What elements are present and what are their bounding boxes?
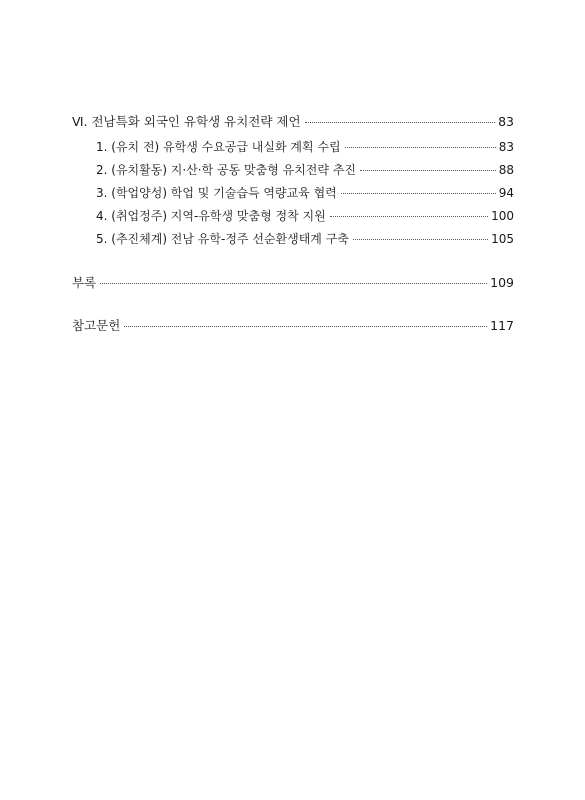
toc-entry-title: 5. (추진체계) 전남 유학-정주 선순환생태계 구축 — [96, 232, 349, 246]
toc-entry-vi-2[interactable] — [96, 162, 514, 178]
toc-entry-title: 1. (유치 전) 유학생 수요공급 내실화 계획 수립 — [96, 140, 341, 154]
toc-entry-title: 참고문헌 — [72, 318, 121, 333]
toc-entry-appendix[interactable] — [72, 275, 514, 291]
dot-leader — [341, 193, 496, 194]
toc-entry-page: 88 — [498, 163, 514, 177]
toc-entry-page: 94 — [498, 186, 514, 200]
dot-leader — [330, 216, 488, 217]
toc-entry-page: 83 — [498, 114, 514, 129]
toc-entry-title: Ⅵ. 전남특화 외국인 유학생 유치전략 제언 — [72, 114, 301, 129]
toc-entry-page: 109 — [490, 275, 514, 290]
dot-leader — [353, 239, 488, 240]
toc-entry-vi-4[interactable] — [96, 208, 514, 224]
toc-entry-title: 3. (학업양성) 학업 및 기술습득 역량교육 협력 — [96, 186, 337, 200]
dot-leader — [345, 147, 496, 148]
toc-entry-section-vi[interactable] — [72, 114, 514, 130]
dot-leader — [305, 122, 496, 123]
dot-leader — [124, 326, 487, 327]
toc-entry-page: 117 — [490, 318, 514, 333]
toc-entry-title: 2. (유치활동) 지·산·학 공동 맞춤형 유치전략 추진 — [96, 163, 356, 177]
toc-entry-title: 부록 — [72, 275, 97, 290]
toc-entry-title: 4. (취업정주) 지역-유학생 맞춤형 정착 지원 — [96, 209, 326, 223]
toc-entry-page: 100 — [491, 209, 514, 223]
dot-leader — [360, 170, 496, 171]
toc-entry-page: 83 — [498, 140, 514, 154]
toc-entry-vi-3[interactable] — [96, 185, 514, 201]
toc-entry-vi-5[interactable] — [96, 231, 514, 247]
toc-entry-vi-1[interactable] — [96, 139, 514, 155]
toc-entry-page: 105 — [491, 232, 514, 246]
dot-leader — [100, 283, 487, 284]
toc-entry-references[interactable] — [72, 318, 514, 334]
